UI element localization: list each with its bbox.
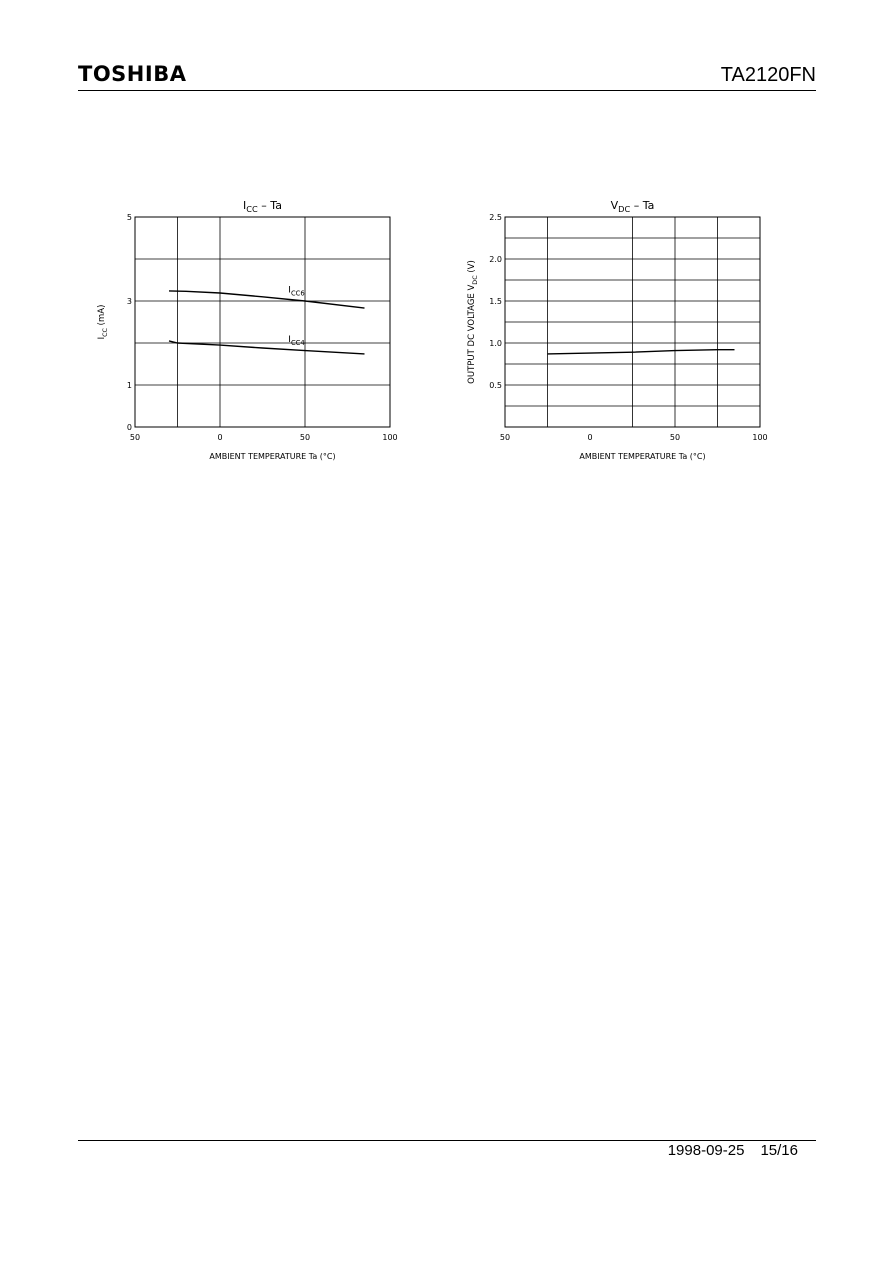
chart0-x-tick-label: 50 — [299, 433, 311, 442]
chart1-x-tick-label: 50 — [499, 433, 511, 442]
icc-vs-ta-chart — [88, 190, 418, 475]
chart1-x-tick-label: 50 — [669, 433, 681, 442]
chart1-x-axis-label: AMBIENT TEMPERATURE Ta (°C) — [579, 452, 706, 461]
footer-date: 1998-09-25 — [667, 1142, 745, 1159]
part-number: TA2120FN — [720, 64, 816, 86]
chart1-series-line-0 — [548, 350, 735, 354]
chart1-title: $V_{DC}$ – Ta — [610, 199, 655, 214]
chart0-y-tick-label: 3 — [126, 297, 132, 306]
footer — [652, 1142, 798, 1159]
chart0-x-tick-label: 0 — [217, 433, 223, 442]
chart0-y-tick-label: 1 — [126, 381, 132, 390]
brand-logo: TOSHIBA — [78, 62, 187, 86]
chart0-series-label-0: $I_{CC6}$ — [288, 285, 305, 298]
chart0-x-axis-label: AMBIENT TEMPERATURE Ta (°C) — [209, 452, 336, 461]
chart0-x-tick-label: 100 — [382, 433, 398, 442]
chart1-x-tick-label: 100 — [752, 433, 768, 442]
chart1-y-tick-label: 0.5 — [489, 381, 502, 390]
chart0-series-line-0 — [169, 291, 365, 308]
chart1-y-tick-label: 1.0 — [489, 339, 502, 348]
chart1-y-tick-label: 2.0 — [489, 255, 502, 264]
chart0-y-tick-label: 5 — [126, 213, 132, 222]
chart0-x-tick-label: 50 — [129, 433, 141, 442]
chart0-plot-frame — [135, 217, 390, 427]
chart0-series-label-1: $I_{CC4}$ — [288, 335, 305, 348]
chart0-title: $I_{CC}$ – Ta — [243, 199, 282, 214]
chart1-y-tick-label: 1.5 — [489, 297, 502, 306]
header-rule — [78, 90, 816, 91]
chart1-y-axis-label: OUTPUT DC VOLTAGE $V_{DC}$ (V) — [467, 260, 479, 384]
chart0-y-axis-label: $I_{CC}$ (mA) — [97, 304, 109, 340]
chart1-x-tick-label: 0 — [587, 433, 593, 442]
vdc-vs-ta-chart — [458, 190, 788, 475]
chart1-y-tick-label: 2.5 — [489, 213, 502, 222]
chart0-y-tick-label: 0 — [126, 423, 132, 432]
footer-rule — [78, 1140, 816, 1141]
footer-page: 15/16 — [760, 1142, 798, 1159]
